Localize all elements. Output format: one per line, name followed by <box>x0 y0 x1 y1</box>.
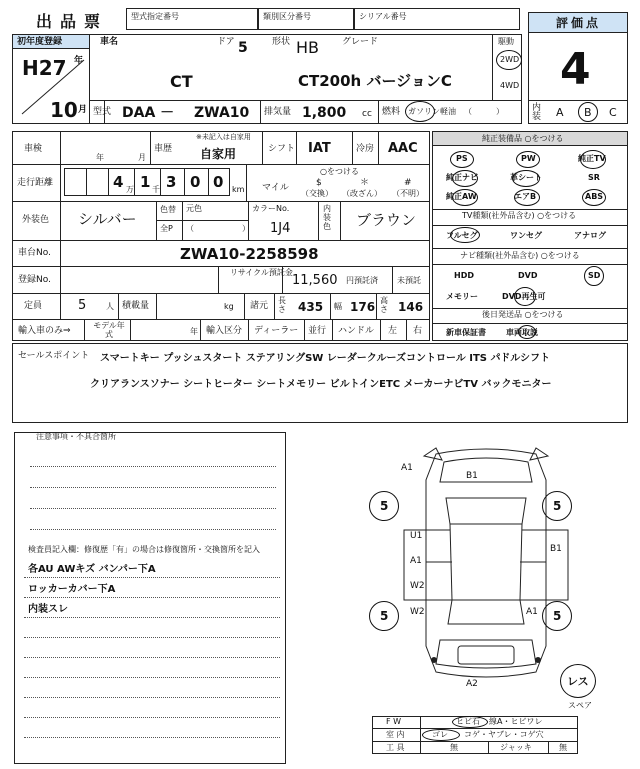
mileage-exchanged-symbol: $ <box>316 178 322 188</box>
handle-label: ハンドル <box>338 326 375 336</box>
equip-navi: 純正ナビ <box>446 173 478 182</box>
capacity-label: 定員 <box>24 301 43 311</box>
interior-grade-b: B <box>584 106 592 119</box>
inspection-year-unit: 年 <box>96 153 104 162</box>
recycle-unpaid: 未預託 <box>397 276 421 285</box>
tool-value: 無 <box>450 743 458 752</box>
damage-left-rear: W2 <box>410 607 425 617</box>
equip-ps: PS <box>456 154 468 163</box>
equip-sr: SR <box>588 173 600 182</box>
spare-tire-label: スペア <box>568 701 592 710</box>
color-change-label: 色替 <box>160 205 176 214</box>
mileage-exchanged: （交換） <box>301 189 333 198</box>
shape-value: HB <box>296 38 320 57</box>
registration-label: 登録No. <box>18 275 51 285</box>
spare-tire-status: レス <box>567 675 589 688</box>
notes-title: 注意事項・不具合箇所 <box>36 432 116 441</box>
history-value: 自家用 <box>200 147 237 161</box>
fw-label: F W <box>386 717 402 726</box>
first-reg-month-unit: 月 <box>78 105 88 115</box>
load-label: 積載量 <box>122 301 150 311</box>
displacement-value: 1,800 <box>302 105 347 121</box>
mileage-altered-symbol: ＊ <box>360 178 370 188</box>
ac-value: AAC <box>388 141 418 156</box>
mileage-km: km <box>232 185 245 194</box>
int-color-value: ブラウン <box>356 211 417 229</box>
model-year-unit: 年 <box>190 327 198 336</box>
score-value: 4 <box>560 44 591 95</box>
form-title: 出品票 <box>36 12 109 31</box>
first-reg-year: H27 <box>22 56 67 80</box>
length-value: 435 <box>298 300 324 314</box>
navi-dvd: DVD <box>518 271 538 280</box>
navi-title: ナビ種類(社外品含む) ○をつける <box>460 251 580 260</box>
equip-leather: 革シート <box>510 173 542 182</box>
damage-front-bumper: B1 <box>466 471 478 481</box>
notes-panel <box>14 432 286 764</box>
selling-points-line1: スマートキー プッシュスタート ステアリングSW レーダークルーズコントロール ITS パドルシフト <box>100 353 551 364</box>
first-reg-month: 10 <box>50 98 78 122</box>
model-code: ZWA10 <box>194 105 250 121</box>
inspector-line-1: 各AU AWキズ バンパー下A <box>28 564 156 575</box>
length-label: 長さ <box>278 296 286 314</box>
model-prefix: DAA － <box>122 105 175 121</box>
chassis-value: ZWA10-2258598 <box>180 245 319 263</box>
damage-left-rear-door: A1 <box>410 556 422 566</box>
mileage-unit-man: 万 <box>126 185 134 194</box>
fw-rest: 線A・ヒビワレ <box>489 717 543 726</box>
history-label: 車歴 <box>154 144 173 154</box>
width-value: 176 <box>350 300 376 314</box>
model-label: 型式 <box>93 107 112 117</box>
tv-title: TV種類(社外品含む) ○をつける <box>462 211 577 220</box>
damage-rear-bumper: A2 <box>466 679 478 689</box>
interior-cond-label: 室 内 <box>386 730 405 739</box>
grade-value: CT200h バージョンC <box>298 72 452 90</box>
equip-airbag: エアB <box>514 192 537 201</box>
navi-sd: SD <box>588 271 601 280</box>
fuel-value: ガソリン <box>408 107 440 116</box>
displacement-label: 排気量 <box>264 107 292 117</box>
color-original-paren: （ ） <box>186 224 250 233</box>
import-dealer: ディーラー <box>254 326 299 336</box>
color-no-value: 1J4 <box>270 221 291 236</box>
model-year-label: モデル年式 <box>93 321 125 339</box>
tool-label: 工 具 <box>386 743 405 752</box>
tire-front-right-value: 5 <box>553 499 562 513</box>
recycle-label-1: リサイクル預託金 <box>230 268 293 277</box>
load-kg: kg <box>224 302 234 311</box>
inspector-line-3: 内装スレ <box>28 604 68 615</box>
shape-label: 形状 <box>272 37 291 47</box>
color-original-label: 元色 <box>186 204 202 213</box>
drive-4wd: 4WD <box>500 81 520 90</box>
handle-right: 右 <box>413 326 423 336</box>
height-value: 146 <box>398 300 424 314</box>
color-all-p: 全P <box>160 224 173 233</box>
navi-hdd: HDD <box>454 271 474 280</box>
handle-left: 左 <box>388 326 398 336</box>
damage-right-door: B1 <box>550 544 562 554</box>
capacity-value: 5 <box>78 298 87 313</box>
navi-dvd-play: DVD再生可 <box>502 292 546 301</box>
score-label: 評価点 <box>556 16 602 30</box>
mileage-mark-note: ○をつける <box>320 167 359 176</box>
equip-tv: 純正TV <box>578 154 606 163</box>
fuel-label: 燃料 <box>382 107 401 117</box>
ext-color-label: 外装色 <box>22 215 50 225</box>
ac-label: 冷房 <box>356 144 375 154</box>
damage-left-front-door: U1 <box>410 531 423 541</box>
docs-title: 後日発送品 ○をつける <box>482 310 564 319</box>
mileage-unknown-symbol: # <box>404 178 412 188</box>
dims-label: 諸元 <box>250 301 269 311</box>
inspector-title: 検査員記入欄：修復歴「有」の場合は修復箇所・交換箇所を記入 <box>28 545 260 554</box>
door-label: ドア <box>217 37 235 47</box>
damage-front-left: A1 <box>401 463 413 473</box>
jack-value: 無 <box>559 743 567 752</box>
chassis-label: 車台No. <box>18 248 51 258</box>
docs-manual: 車両取説 <box>506 328 538 337</box>
tire-rear-right-value: 5 <box>553 609 562 623</box>
equip-abs: ABS <box>585 192 604 201</box>
tire-rear-left-value: 5 <box>380 609 389 623</box>
first-reg-year-unit: 年 <box>74 56 84 66</box>
car-name-label: 車名 <box>100 37 119 47</box>
height-label: 高さ <box>380 296 388 314</box>
interior-label: 内装 <box>532 103 542 122</box>
light-oil: 軽油 <box>440 107 456 116</box>
fuel-other: （ ） <box>464 107 504 116</box>
drive-2wd: 2WD <box>500 55 520 64</box>
inspection-month-unit: 月 <box>138 153 146 162</box>
cc-unit: cc <box>362 109 372 119</box>
car-diagram <box>396 440 576 688</box>
mileage-digit-2: 1 <box>140 173 151 191</box>
int-color-label: 内装色 <box>323 204 331 231</box>
mileage-mile: マイル <box>262 183 289 193</box>
mileage-label: 走行距離 <box>17 178 54 188</box>
history-note: ※未記入は自家用 <box>196 133 251 141</box>
interior-cond-rest: コゲ・ヤブレ・コゲ穴 <box>464 730 544 739</box>
capacity-unit: 人 <box>106 302 114 311</box>
tv-fullseg: フルセグ <box>446 231 478 240</box>
mileage-digit-4: 0 <box>190 173 201 191</box>
selling-points-label: セールスポイント <box>18 351 90 361</box>
color-no-label: カラーNo. <box>252 204 290 213</box>
drive-label: 駆動 <box>498 37 514 46</box>
navi-memory: メモリー <box>446 292 478 301</box>
grade-label: グレード <box>342 37 379 47</box>
tv-oneseg: ワンセグ <box>510 231 542 240</box>
equip-aw: 純正AW <box>446 192 477 201</box>
shift-value: IAT <box>308 141 331 156</box>
mileage-digit-1: 4 <box>113 173 124 191</box>
equipment-title: 純正装備品 ○をつける <box>482 134 564 143</box>
import-type-label: 輸入区分 <box>206 326 243 336</box>
mileage-unknown: （不明） <box>392 189 424 198</box>
tv-analog: アナログ <box>574 231 606 240</box>
serial-number-label: シリアル番号 <box>359 12 407 21</box>
interior-cond-value: ゴレ <box>432 730 448 739</box>
recycle-status: 円預託済 <box>346 276 378 285</box>
first-reg-label: 初年度登録 <box>17 37 63 47</box>
jack-label: ジャッキ <box>500 743 532 752</box>
tire-front-left-value: 5 <box>380 499 389 513</box>
equip-pw: PW <box>521 154 536 163</box>
car-name-value: CT <box>170 72 193 91</box>
mileage-unit-sen: 千 <box>152 185 160 194</box>
damage-right-rear: A1 <box>526 607 538 617</box>
recycle-amount: 11,560 <box>292 273 338 288</box>
mileage-digit-3: 3 <box>166 173 177 191</box>
width-label: 幅 <box>334 302 342 311</box>
mileage-altered: （改ざん） <box>342 189 382 198</box>
selling-points-line2: クリアランスソナー シートヒーター シートメモリー ビルトインETC メーカーナビTV バックモニター <box>90 379 552 390</box>
ext-color-value: シルバー <box>78 210 137 228</box>
interior-grade-a: A <box>556 106 564 119</box>
fw-value: ヒビ石 <box>456 717 480 726</box>
interior-grade-c: C <box>609 106 617 119</box>
door-value: 5 <box>238 40 248 56</box>
mileage-digit-5: 0 <box>213 173 224 191</box>
inspection-label: 車検 <box>24 144 43 154</box>
inspector-line-2: ロッカーカバー下A <box>28 584 116 595</box>
import-parallel: 並行 <box>308 326 327 336</box>
category-number-label: 類別区分番号 <box>263 12 311 21</box>
damage-left-rocker: W2 <box>410 581 425 591</box>
docs-warranty: 新車保証書 <box>446 328 486 337</box>
import-label: 輸入車のみ⇒ <box>18 326 71 336</box>
type-designation-label: 型式指定番号 <box>131 12 179 21</box>
shift-label: シフト <box>268 144 296 154</box>
